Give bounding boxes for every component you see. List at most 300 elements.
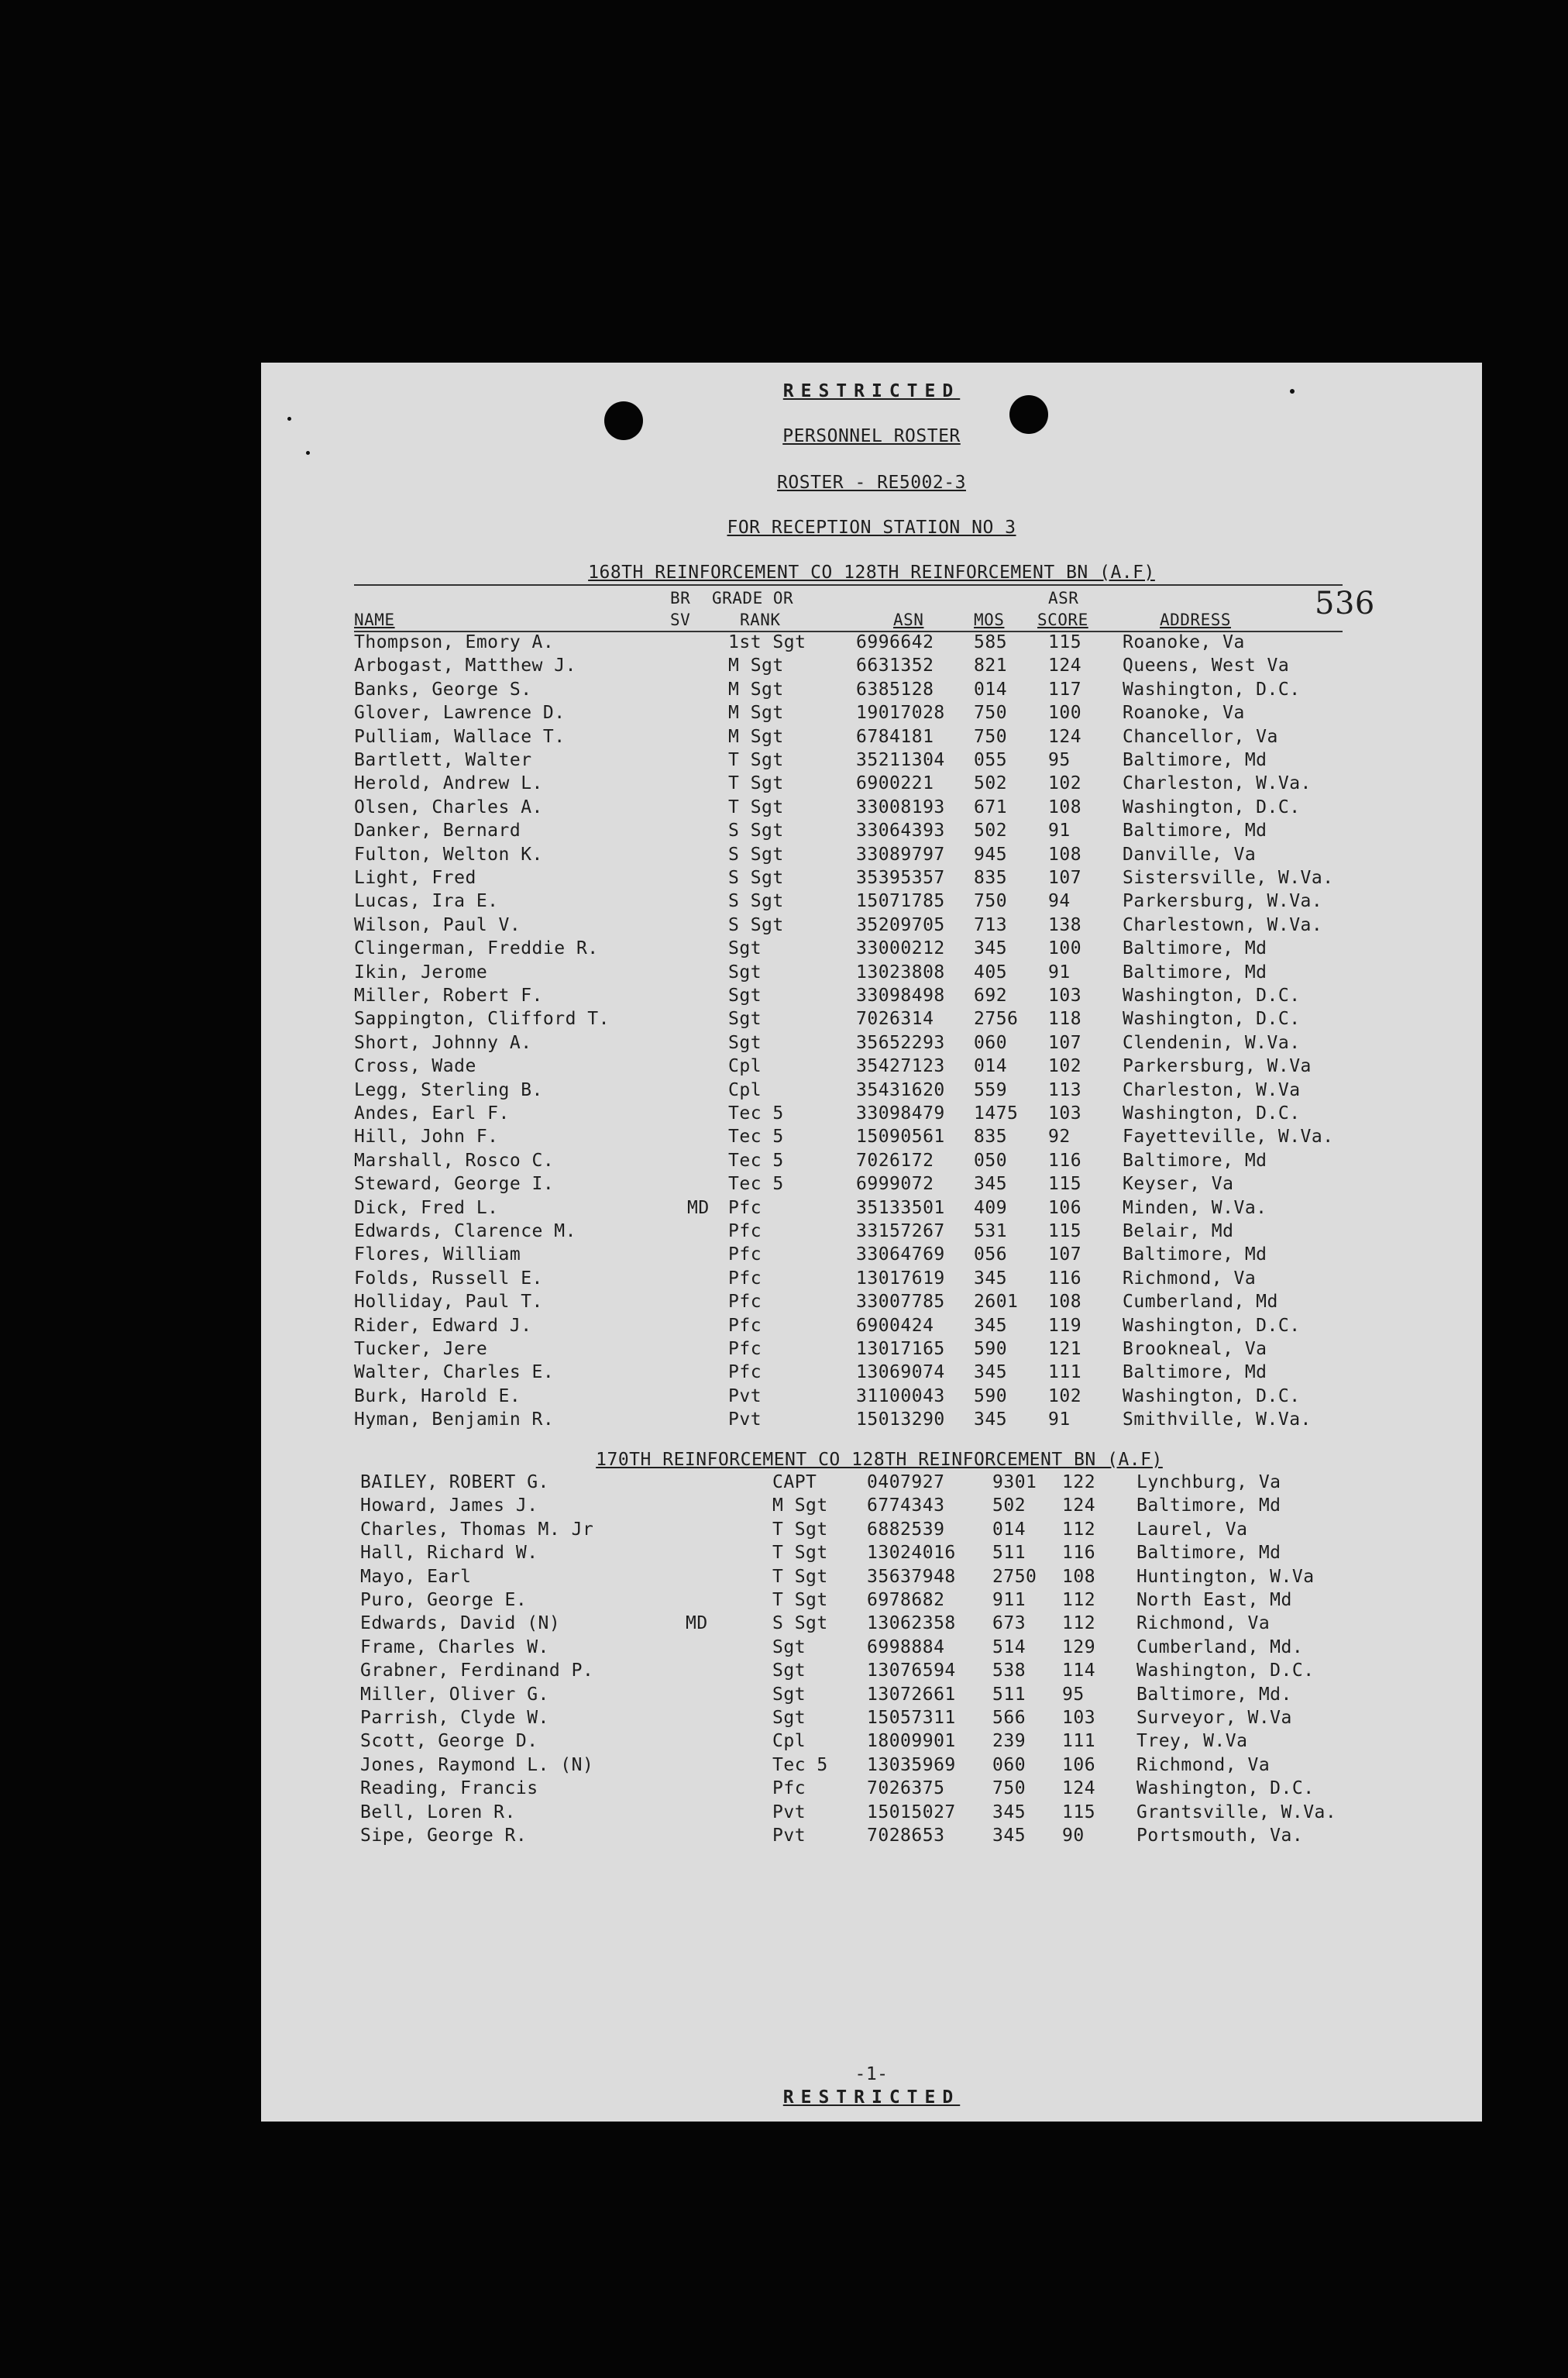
cell-grade: Sgt [772, 1636, 806, 1657]
cell-address: Baltimore, Md. [1136, 1684, 1292, 1705]
cell-score: 111 [1062, 1731, 1096, 1752]
table-row [261, 1196, 1482, 1220]
cell-grade: Tec 5 [728, 1174, 784, 1195]
cell-mos: 750 [992, 1778, 1026, 1799]
cell-address: Cumberland, Md. [1136, 1636, 1304, 1657]
table-row [261, 796, 1482, 819]
cell-grade: Sgt [772, 1684, 806, 1705]
table-row [261, 1753, 1482, 1777]
cell-asn: 7026375 [867, 1778, 945, 1799]
restricted-header: RESTRICTED [782, 381, 961, 401]
restricted-footer: RESTRICTED [782, 2087, 961, 2108]
ink-speck [1290, 389, 1295, 394]
cell-asn: 33089797 [856, 844, 945, 865]
cell-score: 108 [1048, 844, 1082, 865]
table-row [261, 1385, 1482, 1408]
cell-asn: 15013290 [856, 1409, 945, 1430]
cell-score: 102 [1048, 1056, 1082, 1077]
cell-address: Washington, D.C. [1136, 1778, 1315, 1799]
table-row [261, 937, 1482, 960]
table-row [261, 1659, 1482, 1682]
cell-grade: T Sgt [772, 1519, 828, 1540]
ink-speck [306, 451, 310, 455]
page-footer-number: -1- [854, 2064, 889, 2084]
cell-address: Brookneal, Va [1123, 1339, 1267, 1359]
cell-grade: Pvt [772, 1802, 806, 1822]
cell-grade: Sgt [772, 1660, 806, 1681]
cell-asn: 35395357 [856, 868, 945, 888]
cell-grade: Tec 5 [728, 1103, 784, 1124]
cell-mos: 2756 [974, 1009, 1019, 1030]
cell-name: Bartlett, Walter [354, 750, 532, 770]
cell-score: 115 [1062, 1802, 1096, 1822]
cell-address: Cumberland, Md [1123, 1292, 1278, 1313]
cell-asn: 33008193 [856, 797, 945, 817]
cell-grade: Pfc [728, 1221, 762, 1241]
cell-mos: 345 [974, 1362, 1008, 1383]
table-row [261, 1102, 1482, 1125]
cell-score: 102 [1048, 773, 1082, 794]
table-row [261, 654, 1482, 677]
cell-mos: 056 [974, 1244, 1008, 1265]
cell-grade: M Sgt [728, 656, 784, 676]
cell-score: 95 [1062, 1684, 1085, 1705]
cell-address: Baltimore, Md [1123, 938, 1267, 959]
cell-score: 107 [1048, 1244, 1082, 1265]
cell-br: MD [686, 1613, 708, 1634]
cell-mos: 055 [974, 750, 1008, 770]
cell-grade: T Sgt [728, 773, 784, 794]
cell-mos: 566 [992, 1708, 1026, 1728]
cell-score: 115 [1048, 1174, 1082, 1195]
cell-name: Edwards, Clarence M. [354, 1221, 576, 1241]
cell-asn: 13023808 [856, 962, 945, 983]
cell-mos: 502 [974, 773, 1008, 794]
cell-address: Washington, D.C. [1123, 1103, 1301, 1124]
cell-asn: 13024016 [867, 1543, 956, 1564]
cell-grade: Tec 5 [728, 1150, 784, 1171]
cell-address: Queens, West Va [1123, 656, 1290, 676]
cell-address: Washington, D.C. [1136, 1660, 1315, 1681]
table-row [261, 1683, 1482, 1706]
cell-score: 92 [1048, 1127, 1071, 1148]
table-row [261, 1494, 1482, 1517]
cell-asn: 33098498 [856, 986, 945, 1006]
cell-score: 124 [1048, 726, 1082, 747]
cell-grade: Sgt [772, 1708, 806, 1728]
table-row [261, 1267, 1482, 1290]
cell-grade: M Sgt [728, 679, 784, 700]
cell-name: Tucker, Jere [354, 1339, 488, 1359]
cell-asn: 35652293 [856, 1032, 945, 1053]
cell-grade: Sgt [728, 938, 762, 959]
table-row [261, 866, 1482, 890]
cell-address: Fayetteville, W.Va. [1123, 1127, 1334, 1148]
cell-mos: 345 [992, 1826, 1026, 1846]
cell-name: Rider, Edward J. [354, 1315, 532, 1336]
cell-score: 100 [1048, 703, 1082, 724]
cell-asn: 6900424 [856, 1315, 934, 1336]
cell-mos: 821 [974, 656, 1008, 676]
cell-mos: 409 [974, 1197, 1008, 1218]
cell-grade: Pfc [728, 1362, 762, 1383]
cell-name: Dick, Fred L. [354, 1197, 499, 1218]
cell-grade: Pvt [728, 1409, 762, 1430]
cell-asn: 15071785 [856, 891, 945, 912]
cell-mos: 502 [992, 1495, 1026, 1516]
cell-asn: 6999072 [856, 1174, 934, 1195]
cell-asn: 15057311 [867, 1708, 956, 1728]
cell-grade: T Sgt [772, 1590, 828, 1610]
cell-address: Surveyor, W.Va [1136, 1708, 1292, 1728]
table-row [261, 1290, 1482, 1313]
cell-score: 116 [1048, 1268, 1082, 1289]
cell-address: Keyser, Va [1123, 1174, 1234, 1195]
cell-mos: 511 [992, 1684, 1026, 1705]
cell-asn: 6631352 [856, 656, 934, 676]
cell-grade: M Sgt [728, 703, 784, 724]
cell-mos: 060 [992, 1754, 1026, 1775]
cell-grade: S Sgt [772, 1613, 828, 1634]
cell-address: Richmond, Va [1123, 1268, 1257, 1289]
table-row [261, 1361, 1482, 1384]
cell-asn: 6882539 [867, 1519, 945, 1540]
table-row [261, 1565, 1482, 1588]
cell-score: 90 [1062, 1826, 1085, 1846]
cell-mos: 590 [974, 1385, 1008, 1406]
col-address: ADDRESS [1160, 611, 1232, 629]
cell-asn: 7028653 [867, 1826, 945, 1846]
cell-asn: 33064393 [856, 821, 945, 841]
cell-name: Steward, George I. [354, 1174, 555, 1195]
cell-grade: S Sgt [728, 891, 784, 912]
table-row [261, 1007, 1482, 1031]
table-row [261, 1125, 1482, 1148]
table-row [261, 1706, 1482, 1729]
table-row [261, 749, 1482, 772]
cell-score: 100 [1048, 938, 1082, 959]
cell-name: Hall, Richard W. [360, 1543, 538, 1564]
cell-asn: 18009901 [867, 1731, 956, 1752]
cell-score: 112 [1062, 1519, 1096, 1540]
cell-mos: 750 [974, 726, 1008, 747]
cell-name: Herold, Andrew L. [354, 773, 543, 794]
cell-mos: 511 [992, 1543, 1026, 1564]
cell-score: 112 [1062, 1590, 1096, 1610]
cell-score: 138 [1048, 914, 1082, 935]
cell-asn: 33007785 [856, 1292, 945, 1313]
cell-mos: 060 [974, 1032, 1008, 1053]
cell-name: Bell, Loren R. [360, 1802, 516, 1822]
document-title: PERSONNEL ROSTER [782, 426, 961, 446]
table-row [261, 1314, 1482, 1337]
table-row [261, 1079, 1482, 1102]
table-row [261, 701, 1482, 724]
cell-address: Richmond, Va [1136, 1613, 1271, 1634]
cell-mos: 9301 [992, 1472, 1037, 1492]
col-rank: RANK [740, 611, 781, 629]
cell-name: Legg, Sterling B. [354, 1079, 543, 1100]
cell-address: Richmond, Va [1136, 1754, 1271, 1775]
unit-heading-168th: 168TH REINFORCEMENT CO 128TH REINFORCEMENT BN (A.F) [588, 563, 1155, 583]
table-row [261, 961, 1482, 984]
cell-grade: Pfc [728, 1315, 762, 1336]
cell-address: Belair, Md [1123, 1221, 1234, 1241]
cell-mos: 750 [974, 891, 1008, 912]
cell-score: 129 [1062, 1636, 1096, 1657]
page-number: 536 [1315, 586, 1375, 621]
table-row [261, 772, 1482, 795]
cell-score: 95 [1048, 750, 1071, 770]
cell-address: Parkersburg, W.Va [1123, 1056, 1312, 1077]
cell-score: 108 [1062, 1566, 1096, 1587]
cell-address: Baltimore, Md [1123, 750, 1267, 770]
cell-address: Baltimore, Md [1123, 1244, 1267, 1265]
cell-name: Cross, Wade [354, 1056, 476, 1077]
cell-address: Chancellor, Va [1123, 726, 1278, 747]
cell-score: 106 [1062, 1754, 1096, 1775]
cell-score: 122 [1062, 1472, 1096, 1492]
cell-name: Thompson, Emory A. [354, 632, 555, 652]
cell-asn: 13017165 [856, 1339, 945, 1359]
cell-score: 121 [1048, 1339, 1082, 1359]
table-row [261, 1612, 1482, 1635]
cell-score: 116 [1048, 1150, 1082, 1171]
cell-address: Washington, D.C. [1123, 986, 1301, 1006]
cell-address: Trey, W.Va [1136, 1731, 1248, 1752]
cell-address: Baltimore, Md [1123, 1150, 1267, 1171]
cell-address: North East, Md [1136, 1590, 1292, 1610]
cell-mos: 713 [974, 914, 1008, 935]
cell-asn: 35211304 [856, 750, 945, 770]
cell-name: Sappington, Clifford T. [354, 1009, 610, 1030]
cell-name: Howard, James J. [360, 1495, 538, 1516]
cell-mos: 538 [992, 1660, 1026, 1681]
cell-grade: M Sgt [772, 1495, 828, 1516]
cell-grade: Cpl [728, 1056, 762, 1077]
cell-score: 91 [1048, 1409, 1071, 1430]
cell-name: Walter, Charles E. [354, 1362, 555, 1383]
cell-address: Baltimore, Md [1123, 1362, 1267, 1383]
cell-asn: 35431620 [856, 1079, 945, 1100]
cell-mos: 750 [974, 703, 1008, 724]
cell-mos: 050 [974, 1150, 1008, 1171]
cell-score: 103 [1048, 1103, 1082, 1124]
cell-score: 111 [1048, 1362, 1082, 1383]
cell-address: Washington, D.C. [1123, 679, 1301, 700]
cell-score: 124 [1062, 1495, 1096, 1516]
cell-grade: Sgt [728, 1032, 762, 1053]
cell-grade: Pfc [728, 1292, 762, 1313]
table-row [261, 890, 1482, 913]
table-row [261, 1801, 1482, 1824]
col-score: SCORE [1037, 611, 1088, 629]
cell-name: Miller, Robert F. [354, 986, 543, 1006]
table-row [261, 1541, 1482, 1564]
cell-asn: 31100043 [856, 1385, 945, 1406]
table-row [261, 1220, 1482, 1243]
cell-name: Glover, Lawrence D. [354, 703, 566, 724]
cell-name: Marshall, Rosco C. [354, 1150, 555, 1171]
cell-asn: 33064769 [856, 1244, 945, 1265]
cell-score: 108 [1048, 797, 1082, 817]
cell-score: 91 [1048, 962, 1071, 983]
cell-score: 102 [1048, 1385, 1082, 1406]
cell-asn: 19017028 [856, 703, 945, 724]
cell-grade: S Sgt [728, 868, 784, 888]
cell-mos: 345 [974, 1409, 1008, 1430]
cell-grade: Sgt [728, 1009, 762, 1030]
cell-address: Roanoke, Va [1123, 703, 1245, 724]
table-row [261, 1636, 1482, 1659]
cell-mos: 239 [992, 1731, 1026, 1752]
cell-address: Grantsville, W.Va. [1136, 1802, 1337, 1822]
cell-asn: 0407927 [867, 1472, 945, 1492]
cell-address: Clendenin, W.Va. [1123, 1032, 1301, 1053]
col-asr: ASR [1048, 589, 1079, 607]
cell-grade: T Sgt [728, 797, 784, 817]
cell-address: Charleston, W.Va [1123, 1079, 1301, 1100]
cell-grade: S Sgt [728, 914, 784, 935]
cell-mos: 585 [974, 632, 1008, 652]
cell-asn: 35209705 [856, 914, 945, 935]
cell-address: Baltimore, Md [1136, 1543, 1281, 1564]
roster-document [261, 363, 1482, 2122]
cell-address: Charlestown, W.Va. [1123, 914, 1323, 935]
cell-grade: CAPT [772, 1472, 817, 1492]
cell-name: Lucas, Ira E. [354, 891, 499, 912]
cell-asn: 33000212 [856, 938, 945, 959]
table-row [261, 984, 1482, 1007]
cell-grade: M Sgt [728, 726, 784, 747]
table-row [261, 914, 1482, 937]
cell-asn: 6998884 [867, 1636, 945, 1657]
cell-mos: 502 [974, 821, 1008, 841]
cell-score: 107 [1048, 1032, 1082, 1053]
cell-asn: 35133501 [856, 1197, 945, 1218]
cell-mos: 559 [974, 1079, 1008, 1100]
table-row [261, 1055, 1482, 1078]
punch-hole-left [604, 401, 643, 440]
cell-mos: 014 [992, 1519, 1026, 1540]
cell-grade: Pfc [772, 1778, 806, 1799]
cell-address: Laurel, Va [1136, 1519, 1248, 1540]
roster-number: ROSTER - RE5002-3 [777, 473, 966, 493]
cell-address: Baltimore, Md [1123, 821, 1267, 841]
cell-asn: 13072661 [867, 1684, 956, 1705]
cell-mos: 014 [974, 1056, 1008, 1077]
cell-grade: T Sgt [728, 750, 784, 770]
col-name: NAME [354, 611, 395, 629]
cell-grade: Pfc [728, 1244, 762, 1265]
cell-name: Folds, Russell E. [354, 1268, 543, 1289]
cell-name: Charles, Thomas M. Jr [360, 1519, 594, 1540]
cell-mos: 345 [992, 1802, 1026, 1822]
cell-address: Baltimore, Md [1123, 962, 1267, 983]
cell-mos: 345 [974, 1174, 1008, 1195]
table-row [261, 1149, 1482, 1172]
cell-address: Washington, D.C. [1123, 1315, 1301, 1336]
col-sv: SV [670, 611, 691, 629]
cell-mos: 014 [974, 679, 1008, 700]
cell-mos: 531 [974, 1221, 1008, 1241]
table-row [261, 725, 1482, 749]
cell-asn: 13017619 [856, 1268, 945, 1289]
cell-name: Pulliam, Wallace T. [354, 726, 566, 747]
table-row [261, 1337, 1482, 1361]
table-row [261, 1172, 1482, 1196]
cell-mos: 671 [974, 797, 1008, 817]
col-asn: ASN [893, 611, 924, 629]
cell-name: Ikin, Jerome [354, 962, 488, 983]
cell-mos: 345 [974, 938, 1008, 959]
cell-address: Sistersville, W.Va. [1123, 868, 1334, 888]
cell-asn: 35637948 [867, 1566, 956, 1587]
table-row [261, 1777, 1482, 1800]
cell-grade: S Sgt [728, 844, 784, 865]
cell-mos: 345 [974, 1268, 1008, 1289]
cell-name: Miller, Oliver G. [360, 1684, 549, 1705]
cell-score: 103 [1062, 1708, 1096, 1728]
cell-address: Charleston, W.Va. [1123, 773, 1312, 794]
cell-name: Clingerman, Freddie R. [354, 938, 599, 959]
unit-heading-170th: 170TH REINFORCEMENT CO 128TH REINFORCEMENT BN (A.F) [596, 1450, 1163, 1470]
cell-grade: 1st Sgt [728, 632, 806, 652]
cell-score: 94 [1048, 891, 1071, 912]
cell-asn: 33098479 [856, 1103, 945, 1124]
col-grade: GRADE OR [712, 589, 794, 607]
col-br: BR [670, 589, 691, 607]
cell-score: 113 [1048, 1079, 1082, 1100]
cell-score: 91 [1048, 821, 1071, 841]
cell-asn: 13035969 [867, 1754, 956, 1775]
cell-mos: 673 [992, 1613, 1026, 1634]
cell-grade: Pfc [728, 1197, 762, 1218]
cell-score: 115 [1048, 1221, 1082, 1241]
cell-mos: 1475 [974, 1103, 1019, 1124]
cell-score: 114 [1062, 1660, 1096, 1681]
cell-name: Puro, George E. [360, 1590, 528, 1610]
cell-score: 118 [1048, 1009, 1082, 1030]
col-mos: MOS [974, 611, 1005, 629]
cell-name: Andes, Earl F. [354, 1103, 510, 1124]
cell-asn: 13062358 [867, 1613, 956, 1634]
cell-asn: 35427123 [856, 1056, 945, 1077]
cell-grade: Sgt [728, 962, 762, 983]
table-row [261, 631, 1482, 654]
cell-name: Frame, Charles W. [360, 1636, 549, 1657]
cell-mos: 405 [974, 962, 1008, 983]
table-row [261, 678, 1482, 701]
cell-mos: 692 [974, 986, 1008, 1006]
cell-address: Baltimore, Md [1136, 1495, 1281, 1516]
table-row [261, 1729, 1482, 1753]
cell-br: MD [687, 1197, 710, 1218]
table-row [261, 1824, 1482, 1847]
cell-address: Parkersburg, W.Va. [1123, 891, 1323, 912]
cell-grade: Pfc [728, 1268, 762, 1289]
cell-asn: 6996642 [856, 632, 934, 652]
table-row [261, 1243, 1482, 1266]
cell-address: Huntington, W.Va [1136, 1566, 1315, 1587]
cell-score: 119 [1048, 1315, 1082, 1336]
cell-score: 116 [1062, 1543, 1096, 1564]
cell-name: Hill, John F. [354, 1127, 499, 1148]
cell-address: Lynchburg, Va [1136, 1472, 1281, 1492]
cell-address: Washington, D.C. [1123, 1009, 1301, 1030]
cell-asn: 15090561 [856, 1127, 945, 1148]
cell-name: Arbogast, Matthew J. [354, 656, 576, 676]
